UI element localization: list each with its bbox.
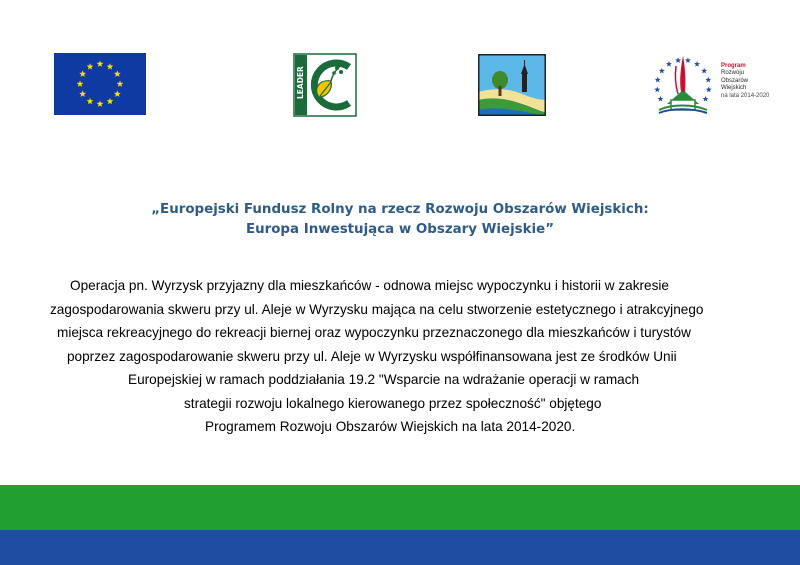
description-line: Programem Rozwoju Obszarów Wiejskich na lata 2014-2020. <box>205 419 576 434</box>
description-line: strategii rozwoju lokalnego kierowanego przez społeczność" objętego <box>184 396 602 411</box>
prow-emblem-icon <box>649 52 717 116</box>
prow-text-line: Wiejskich <box>721 85 747 92</box>
svg-text:LEADER: LEADER <box>296 66 305 99</box>
description-line: Europejskiej w ramach poddziałania 19.2 "Wsparcie na wdrażanie operacji w ramach <box>128 372 640 387</box>
star-icon <box>654 87 660 93</box>
prow-logo-text <box>721 63 769 100</box>
leader-logo <box>293 53 357 117</box>
description-line: poprzez zagospodarowanie skweru przy ul. Aleje w Wyrzysku współfinansowana jest ze środków Unii <box>67 349 677 364</box>
prow-text-line: Obszarów <box>721 77 749 84</box>
heading-line-2: Europa Inwestująca w Obszary Wiejskie” <box>245 222 555 237</box>
star-icon <box>694 61 700 67</box>
prow-text-line: Program <box>721 63 746 69</box>
local-action-group-logo <box>478 54 546 116</box>
star-icon <box>657 96 663 102</box>
star-icon <box>666 61 672 67</box>
heading-line-1: „Europejski Fundusz Rolny na rzecz Rozwoju Obszarów Wiejskich: <box>151 202 649 217</box>
prow-logo <box>649 52 770 116</box>
footer-band-green <box>0 485 800 530</box>
star-icon <box>685 57 691 63</box>
description-line: miejsca rekreacyjnego do rekreacji biernej oraz wypoczynku przeznaczonego dla mieszkańców i turystów <box>57 325 691 340</box>
star-icon <box>705 77 711 83</box>
description-line: Operacja pn. Wyrzysk przyjazny dla mieszkańców - odnowa miejsc wypoczynku i historii w zakresie <box>70 278 669 293</box>
star-icon <box>675 57 681 63</box>
leader-icon <box>293 53 357 117</box>
eu-flag-icon <box>54 53 146 115</box>
eu-flag-logo <box>54 53 146 115</box>
star-icon <box>702 96 708 102</box>
footer-band-blue <box>0 530 800 565</box>
star-icon <box>706 87 712 93</box>
description-line: zagospodarowania skweru przy ul. Aleje w Wyrzysku mająca na celu stworzenie estetycznego i atrakcyjnego <box>50 302 704 317</box>
prow-text-line: na lata 2014-2020 <box>721 92 770 99</box>
prow-text-line: Rozwoju <box>721 70 745 77</box>
star-icon <box>655 77 661 83</box>
landscape-logo-icon <box>478 54 546 116</box>
star-icon <box>701 68 707 74</box>
star-icon <box>659 68 665 74</box>
fund-heading <box>0 200 800 240</box>
